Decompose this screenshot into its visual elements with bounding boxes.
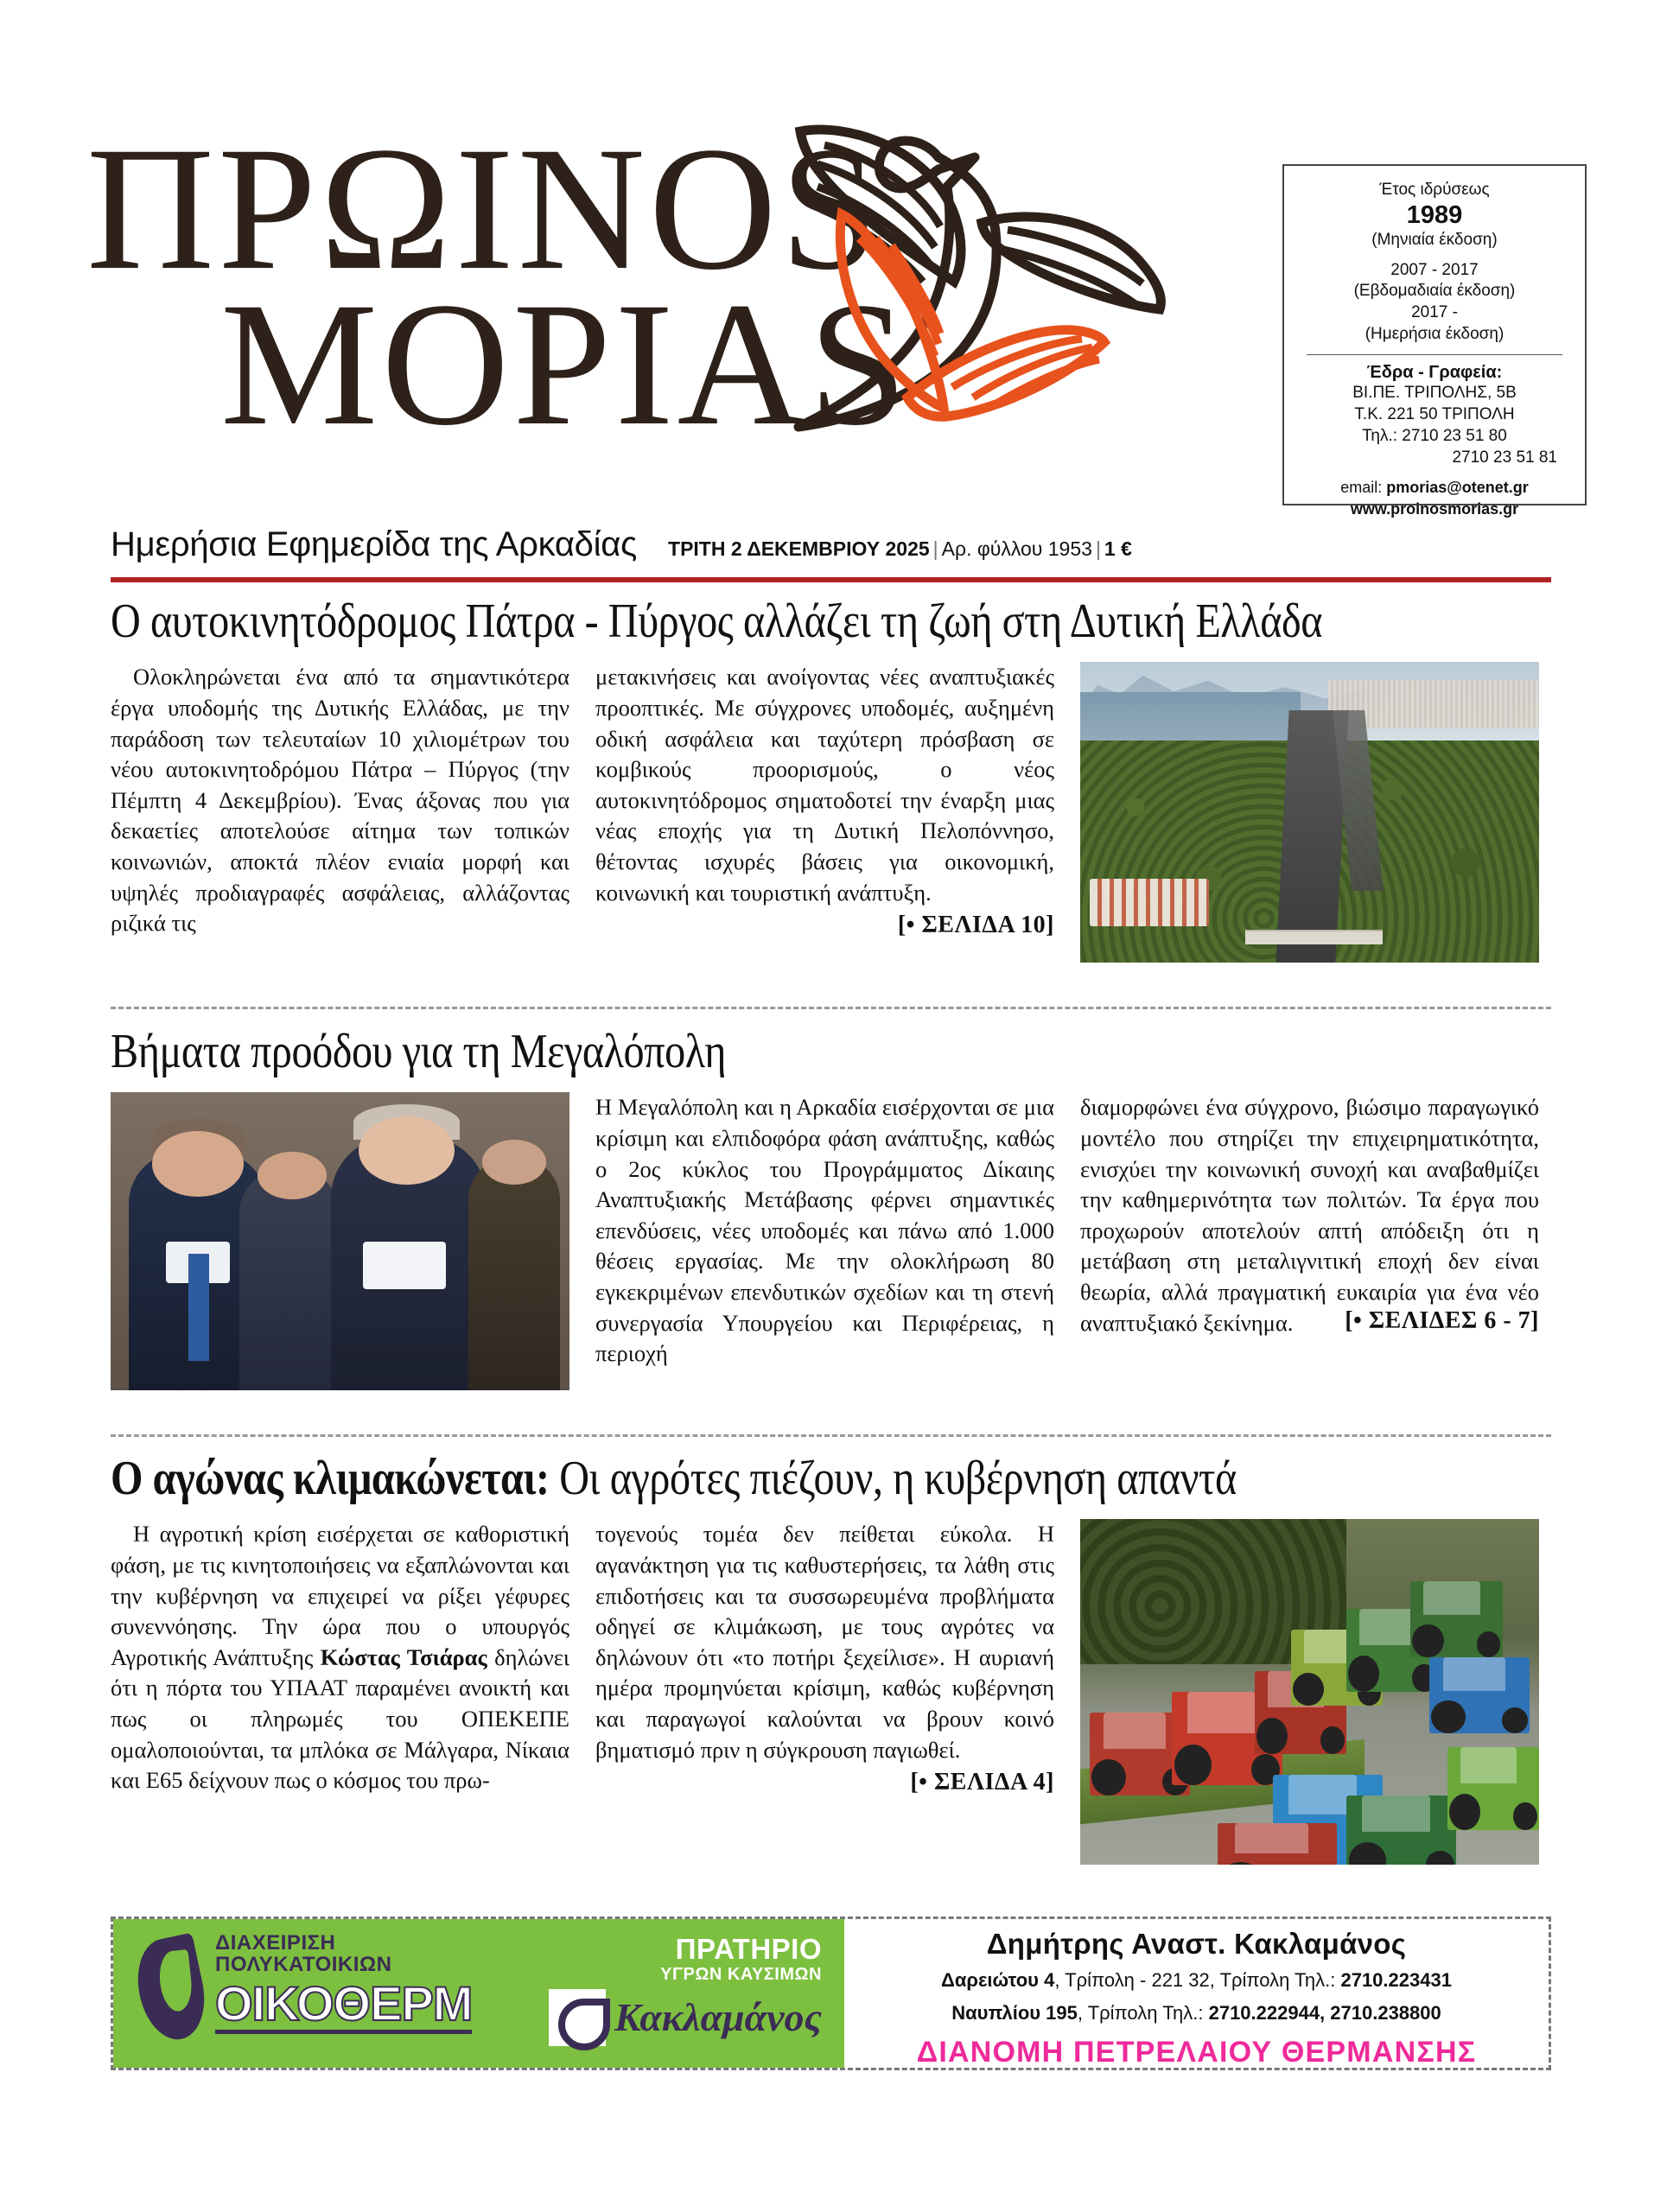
article-1-text-2: μετακινήσεις και ανοίγοντας νέες αναπτυξιακές προοπτικές. Με σύγχρονες υποδομές, αυξημένη οδική ασφάλεια και ταχύτερη πρόσβαση σε κομβικούς προορισμούς, ο νέος αυτοκινητόδρομος σηματοδοτεί την έναρξη μιας νέας εποχής για τη Δυτική Πελοπόννησο, θέτοντας ισχυρές βάσεις για οικονομική, κοινωνική και τουριστική ανάπτυξη. bbox=[595, 664, 1054, 906]
infobox-divider bbox=[1307, 354, 1562, 355]
divider-1 bbox=[111, 1007, 1551, 1009]
email-label: email: bbox=[1340, 479, 1383, 497]
period-2007-2017-note: (Εβδομαδιαία έκδοση) bbox=[1353, 282, 1516, 301]
newspaper-logo bbox=[86, 104, 1167, 467]
tractor-blockade-photo bbox=[1080, 1519, 1539, 1865]
issue-meta bbox=[668, 537, 1132, 564]
office-phone1: Τηλ.: 2710 23 51 80 bbox=[1362, 426, 1507, 445]
kaklamanos-brand-row bbox=[549, 1989, 822, 2046]
meta-separator-1: | bbox=[932, 537, 938, 560]
logo-text-line1: ΠΡΩΙΝΟS bbox=[86, 111, 882, 307]
article-3-col-2 bbox=[595, 1519, 1054, 1865]
email-address[interactable]: pmorias@otenet.gr bbox=[1386, 479, 1529, 497]
logo-text-line2: ΜΟΡΙΑS bbox=[220, 266, 911, 462]
article-3-col-3 bbox=[1080, 1519, 1539, 1865]
article-2-text-2: διαμορφώνει ένα σύγχρονο, βιώσιμο παραγωγικό μοντέλο που στηρίζει την επιχειρηματικότητα, ενισχύει την κοινωνική συνοχή και αναβαθμίζει την καθημερινότητα των πολιτών. Τα έργα που προχωρούν αποτελούν απτή απόδειξη ότι η μετάβαση στη μεταλιγνιτική εποχή δεν είναι θεωρία, αλλά πραγματική ευκαιρία για ένα νέο αναπτυξιακό ξεκίνημα. bbox=[1080, 1094, 1539, 1336]
pratirio-line2: ΥΓΡΩΝ ΚΑΥΣΙΜΩΝ bbox=[660, 1964, 822, 1984]
article-megalopoli bbox=[111, 1027, 1551, 1390]
oikotherm-logo bbox=[113, 1919, 476, 2068]
masthead-red-rule bbox=[111, 577, 1551, 582]
article-2-page-ref[interactable]: [• ΣΕΛΙΔΕΣ 6 - 7] bbox=[1345, 1307, 1539, 1335]
article-3-page-ref[interactable]: [• ΣΕΛΙΔΑ 4] bbox=[910, 1769, 1054, 1796]
newspaper-subtitle: Ημερήσια Εφημερίδα της Αρκαδίας bbox=[111, 525, 638, 563]
oikotherm-text bbox=[215, 1933, 474, 2034]
article-2-col-3 bbox=[1080, 1092, 1539, 1390]
period-2017-note: (Ημερήσια έκδοση) bbox=[1365, 324, 1505, 343]
issue-price: 1 € bbox=[1104, 537, 1132, 560]
bottom-advertisement[interactable] bbox=[111, 1916, 1551, 2070]
publication-info-box bbox=[1282, 164, 1587, 518]
ad-address-line1: Δαρειώτου 4, Τρίπολη - 221 32, Τρίπολη Τηλ.: 2710.223431 bbox=[941, 1969, 1452, 1991]
issue-number: Αρ. φύλλου 1953 bbox=[941, 537, 1092, 560]
article-2-columns bbox=[111, 1092, 1551, 1390]
oikotherm-line2: ΠΟΛΥΚΑΤΟΙΚΙΩΝ bbox=[215, 1952, 392, 1976]
article-3-headline-bold: Ο αγώνας κλιμακώνεται: bbox=[111, 1452, 550, 1505]
founded-year: 1989 bbox=[1406, 200, 1463, 229]
article-farmers bbox=[111, 1453, 1551, 1865]
logo-artwork bbox=[86, 104, 1167, 467]
website-url[interactable]: www.proinosmorias.gr bbox=[1350, 499, 1519, 518]
article-1-page-ref[interactable]: [• ΣΕΛΙΔΑ 10] bbox=[897, 912, 1054, 939]
period-2007-2017: 2007 - 2017 bbox=[1390, 260, 1479, 279]
article-1-col-2 bbox=[595, 662, 1054, 963]
ad-address-line2: Ναυπλίου 195, Τρίπολη Τηλ.: 2710.222944, 2710.238800 bbox=[951, 2002, 1441, 2024]
article-1-headline[interactable]: Ο αυτοκινητόδρομος Πάτρα - Πύργος αλλάζει τη ζωή στη Δυτική Ελλάδα bbox=[111, 594, 1323, 648]
office-address-line1: ΒΙ.ΠΕ. ΤΡΙΠΟΛΗΣ, 5Β bbox=[1352, 384, 1517, 403]
masthead bbox=[0, 0, 1654, 563]
ad-contact-panel bbox=[844, 1919, 1549, 2068]
ad-owner-name: Δημήτρης Αναστ. Κακλαμάνος bbox=[986, 1928, 1407, 1960]
meta-separator-2: | bbox=[1095, 537, 1101, 560]
article-2-col-2 bbox=[595, 1092, 1054, 1390]
article-3-columns bbox=[111, 1519, 1551, 1865]
kaklamanos-text bbox=[549, 1935, 822, 2046]
article-2-headline[interactable]: Βήματα προόδου για τη Μεγαλόπολη bbox=[111, 1025, 726, 1078]
kaklamanos-brand: Κακλαμάνος bbox=[614, 1994, 822, 2039]
office-phone2: 2710 23 51 81 bbox=[1452, 448, 1557, 467]
oikotherm-brand: ΟΙΚΟΘΕΡΜ bbox=[215, 1980, 472, 2034]
article-2-text-1: Η Μεγαλόπολη και η Αρκαδία εισέρχονται σε μια κρίσιμη και ελπιδοφόρα φάση ανάπτυξης, καθώς ο 2ος κύκλος του Προγράμματος Δίκαιης Αναπτυξιακής Μετάβασης φέρνει σημαντικές επενδύσεις, νέες υποδομές και πάνω από 1.000 θέσεις εργασίας. Με την ολοκλήρωση 80 εγκεκριμένων επενδυτικών σχεδίων και τη στενή συνεργασία Υπουργείου και Περιφέρειας, η περιοχή bbox=[595, 1094, 1054, 1367]
politicians-meeting-photo bbox=[111, 1092, 569, 1390]
article-1-text-1: Ολοκληρώνεται ένα από τα σημαντικότερα έργα υποδομής της Δυτικής Ελλάδας, με την παράδοση των τελευταίων 10 χιλιομέτρων του νέου αυτοκινητοδρόμου Πάτρα – Πύργος (την Πέμπτη 4 Δεκεμβρίου). Ένας άξονας που για δεκαετίες αποτελούσε αίτημα των τοπικών κοινωνιών, αποκτά πλέον ενιαία μορφή και υψηλές προδιαγραφές ασφάλειας, αλλάζοντας ριζικά τις bbox=[111, 664, 569, 937]
article-3-col-1 bbox=[111, 1519, 569, 1865]
founded-note: (Μηνιαία έκδοση) bbox=[1371, 231, 1498, 250]
pratirio-line1: ΠΡΑΤΗΡΙΟ bbox=[675, 1933, 822, 1965]
article-1-columns bbox=[111, 662, 1551, 963]
article-3-text-2: τογενούς τομέα δεν πείθεται εύκολα. Η αγανάκτηση για τις καθυστερήσεις, τα λάθη στις επιδοτήσεις και τα συσσωρευμένα προβλήματα οδηγεί σε κλιμάκωση, με τους αγρότες να δηλώνουν ότι «το ποτήρι ξεχείλισε». Η αυριανή ημέρα προμηνύεται κρίσιμη, καθώς κυβέρνηση και παραγωγοί καλούνται να βρουν κοινό βηματισμό πριν η σύγκρουση παγιωθεί. bbox=[595, 1521, 1054, 1763]
subtitle-row bbox=[111, 525, 1199, 564]
email-row bbox=[1293, 477, 1576, 498]
website-row bbox=[1293, 499, 1576, 519]
highway-aerial-photo bbox=[1080, 662, 1539, 963]
ad-slogan: ΔΙΑΝΟΜΗ ΠΕΤΡΕΛΑΙΟΥ ΘΕΡΜΑΝΣΗΣ bbox=[916, 2035, 1477, 2069]
issue-date: ΤΡΙΤΗ 2 ΔΕΚΕΜΒΡΙΟΥ 2025 bbox=[668, 537, 930, 560]
office-address-line2: Τ.Κ. 221 50 ΤΡΙΠΟΛΗ bbox=[1354, 405, 1515, 424]
article-1-col-1 bbox=[111, 662, 569, 963]
article-highway bbox=[111, 596, 1551, 963]
office-label: Έδρα - Γραφεία: bbox=[1366, 363, 1503, 383]
article-2-col-1 bbox=[111, 1092, 569, 1390]
founded-label: Έτος ιδρύσεως bbox=[1379, 181, 1490, 199]
article-3-headline-rest: Οι αγρότες πιέζουν, η κυβέρνηση απαντά bbox=[549, 1452, 1237, 1505]
article-3-headline[interactable] bbox=[111, 1453, 1350, 1503]
period-2017: 2017 - bbox=[1411, 303, 1458, 322]
divider-2 bbox=[111, 1434, 1551, 1437]
article-3-text-1: Η αγροτική κρίση εισέρχεται σε καθοριστική φάση, με τις κινητοποιήσεις να εξαπλώνονται και την κυβέρνηση να επιχειρεί να ρίξει γέφυρες συνεννόησης. Την ώρα που ο υπουργός Αγροτικής Ανάπτυξης Κώστας Τσιάρας δηλώνει ότι η πόρτα του ΥΠΑΑΤ παραμένει ανοικτή και πως οι πληρωμές του ΟΠΕΚΕΠΕ ομαλοποιούνται, τα μπλόκα σε Μάλγαρα, Νίκαια και Ε65 δείχνουν πως ο κόσμος του πρω- bbox=[111, 1521, 569, 1794]
article-1-col-3 bbox=[1080, 662, 1539, 963]
oikotherm-line1: ΔΙΑΧΕΙΡΙΣΗ bbox=[215, 1931, 336, 1955]
kaklamanos-logo bbox=[476, 1919, 844, 2068]
flame-icon bbox=[130, 1933, 213, 2046]
kaklamanos-mark-icon bbox=[549, 1989, 606, 2046]
ad-green-panel bbox=[113, 1919, 844, 2068]
